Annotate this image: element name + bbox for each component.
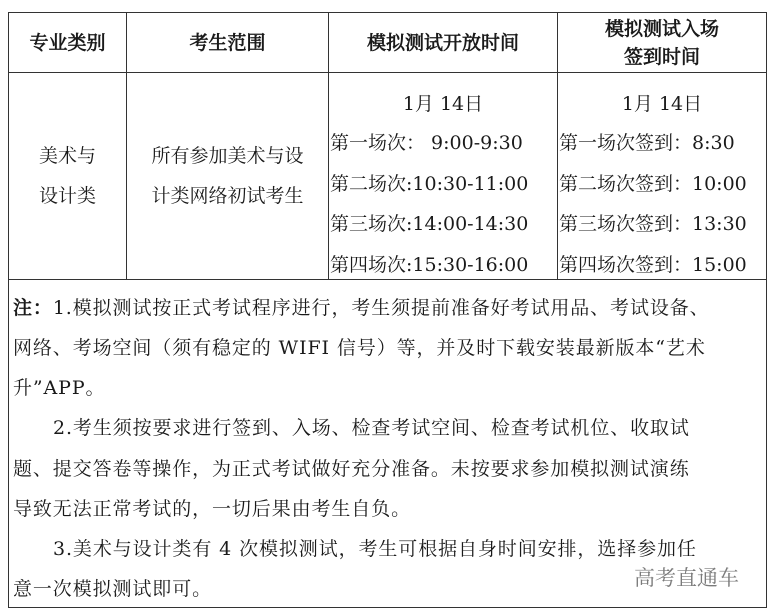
note-line: 网络、考场空间（须有稳定的 WIFI 信号）等，并及时下载安装最新版本“艺术 [13, 337, 706, 359]
open-date: 1月 14日 [402, 93, 484, 115]
checkin-session: 第四场次签到：15:00 [559, 254, 747, 276]
checkin-date: 1月 14日 [621, 93, 703, 115]
category-line: 美术与 [38, 145, 96, 167]
header-category: 专业类别 [29, 31, 106, 54]
header-checkin-line2: 签到时间 [623, 45, 700, 68]
note-line: 升”APP。 [13, 377, 106, 399]
note-line: 2.考生须按要求进行签到、入场、检查考试空间、检查考试机位、收取试 [53, 417, 690, 439]
note-line: 题、提交答卷等操作，为正式考试做好充分准备。未按要求参加模拟测试演练 [13, 458, 690, 480]
header-open-time: 模拟测试开放时间 [366, 31, 519, 54]
divider [9, 279, 766, 280]
note-line: 意一次模拟测试即可。 [13, 578, 213, 600]
checkin-session: 第一场次签到：8:30 [559, 132, 735, 154]
open-session: 第一场次： 9:00-9:30 [330, 132, 523, 154]
scope-cell [127, 73, 328, 279]
scope-line: 所有参加美术与设 [151, 145, 304, 167]
category-cell [9, 73, 126, 279]
category-line: 设计类 [38, 185, 96, 207]
open-session: 第三场次:14:00-14:30 [330, 213, 529, 235]
header-checkin-time [558, 13, 766, 72]
checkin-session: 第三场次签到：13:30 [559, 213, 747, 235]
notes-label: 注： [13, 297, 53, 319]
open-session: 第四场次:15:30-16:00 [330, 254, 529, 276]
checkin-session: 第二场次签到：10:00 [559, 173, 747, 195]
schedule-table [8, 12, 767, 608]
open-session: 第二场次:10:30-11:00 [330, 173, 529, 195]
watermark: 高考直通车 [634, 566, 739, 590]
note-line: 导致无法正常考试的，一切后果由考生自负。 [13, 498, 412, 520]
scope-line: 计类网络初试考生 [151, 185, 304, 207]
note-line: 3.美术与设计类有 4 次模拟测试，考生可根据自身时间安排，选择参加任 [53, 538, 697, 560]
header-checkin-line1: 模拟测试入场 [604, 17, 719, 40]
header-scope: 考生范围 [189, 31, 266, 54]
note-text: 1.模拟测试按正式考试程序进行，考生须提前准备好考试用品、考试设备、 [52, 297, 710, 319]
note-line [13, 293, 710, 320]
